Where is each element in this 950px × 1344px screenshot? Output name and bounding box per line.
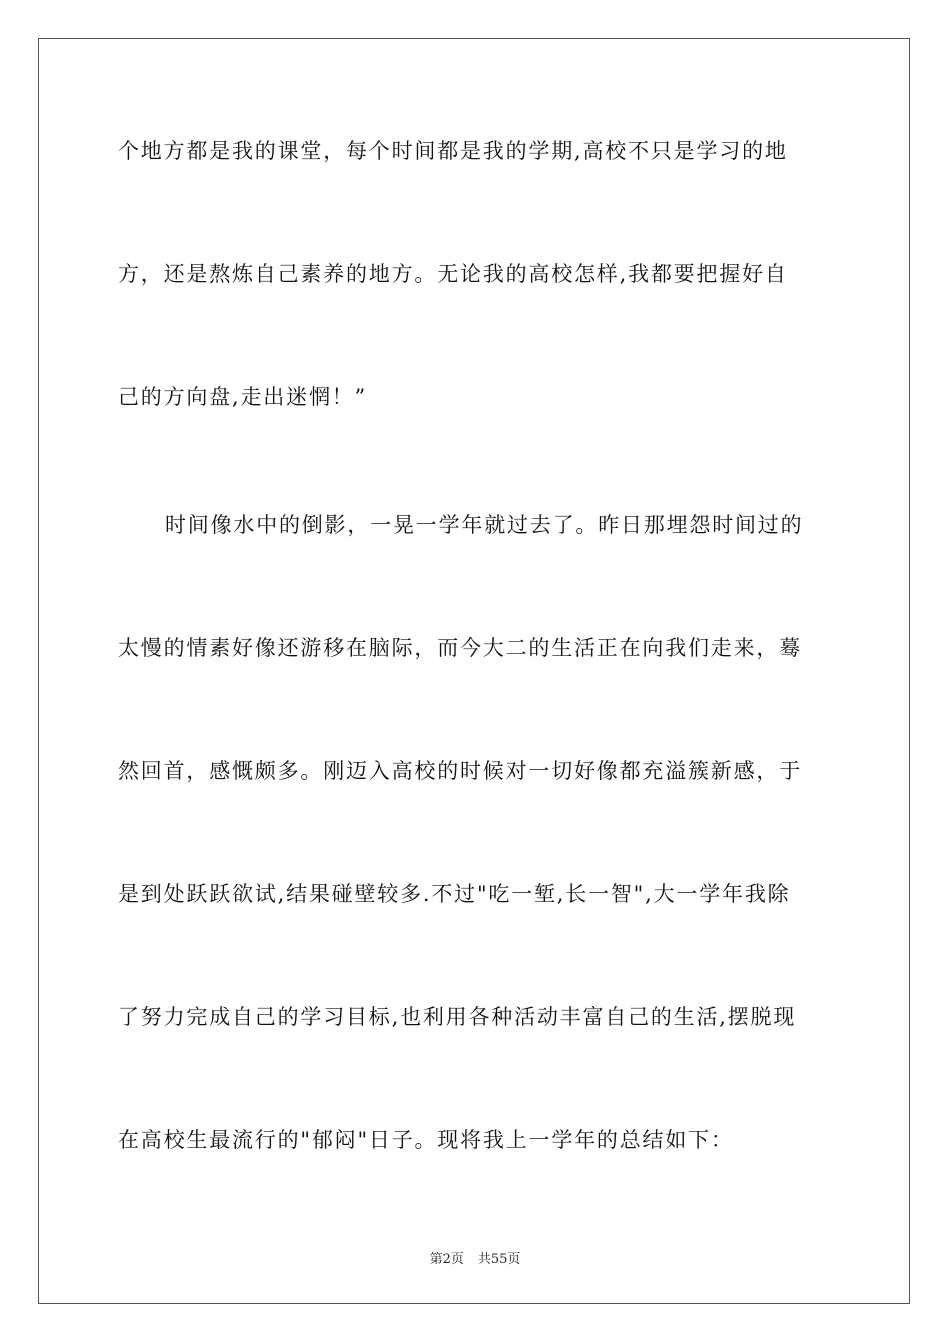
body-text-line: 是到处跃跃欲试,结果碰壁较多.不过"吃一堑,长一智",大一学年我除 — [118, 882, 791, 906]
page-footer — [0, 1248, 950, 1267]
body-text-line: 个地方都是我的课堂，每个时间都是我的学期,高校不只是学习的地 — [118, 139, 788, 163]
page-frame — [38, 38, 910, 1304]
page-total: 共55页 — [477, 1252, 521, 1267]
body-text-line: 太慢的情素好像还游移在脑际，而今大二的生活正在向我们走来，蓦 — [118, 636, 802, 660]
body-text-line: 了努力完成自己的学习目标,也利用各种活动丰富自己的生活,摆脱现 — [118, 1005, 797, 1029]
page-number: 第2页 — [429, 1252, 464, 1267]
body-text-line: 方，还是熬炼自己素养的地方。无论我的高校怎样,我都要把握好自 — [118, 262, 788, 286]
body-text-line: 然回首，感慨颇多。刚迈入高校的时候对一切好像都充溢簇新感，于 — [118, 759, 802, 783]
paragraph-first-line: 时间像水中的倒影，一晃一学年就过去了。昨日那埋怨时间过的 — [165, 513, 804, 537]
body-text-line: 己的方向盘,走出迷惘！” — [118, 385, 368, 409]
body-text-line: 在高校生最流行的"郁闷"日子。现将我上一学年的总结如下： — [118, 1128, 734, 1152]
